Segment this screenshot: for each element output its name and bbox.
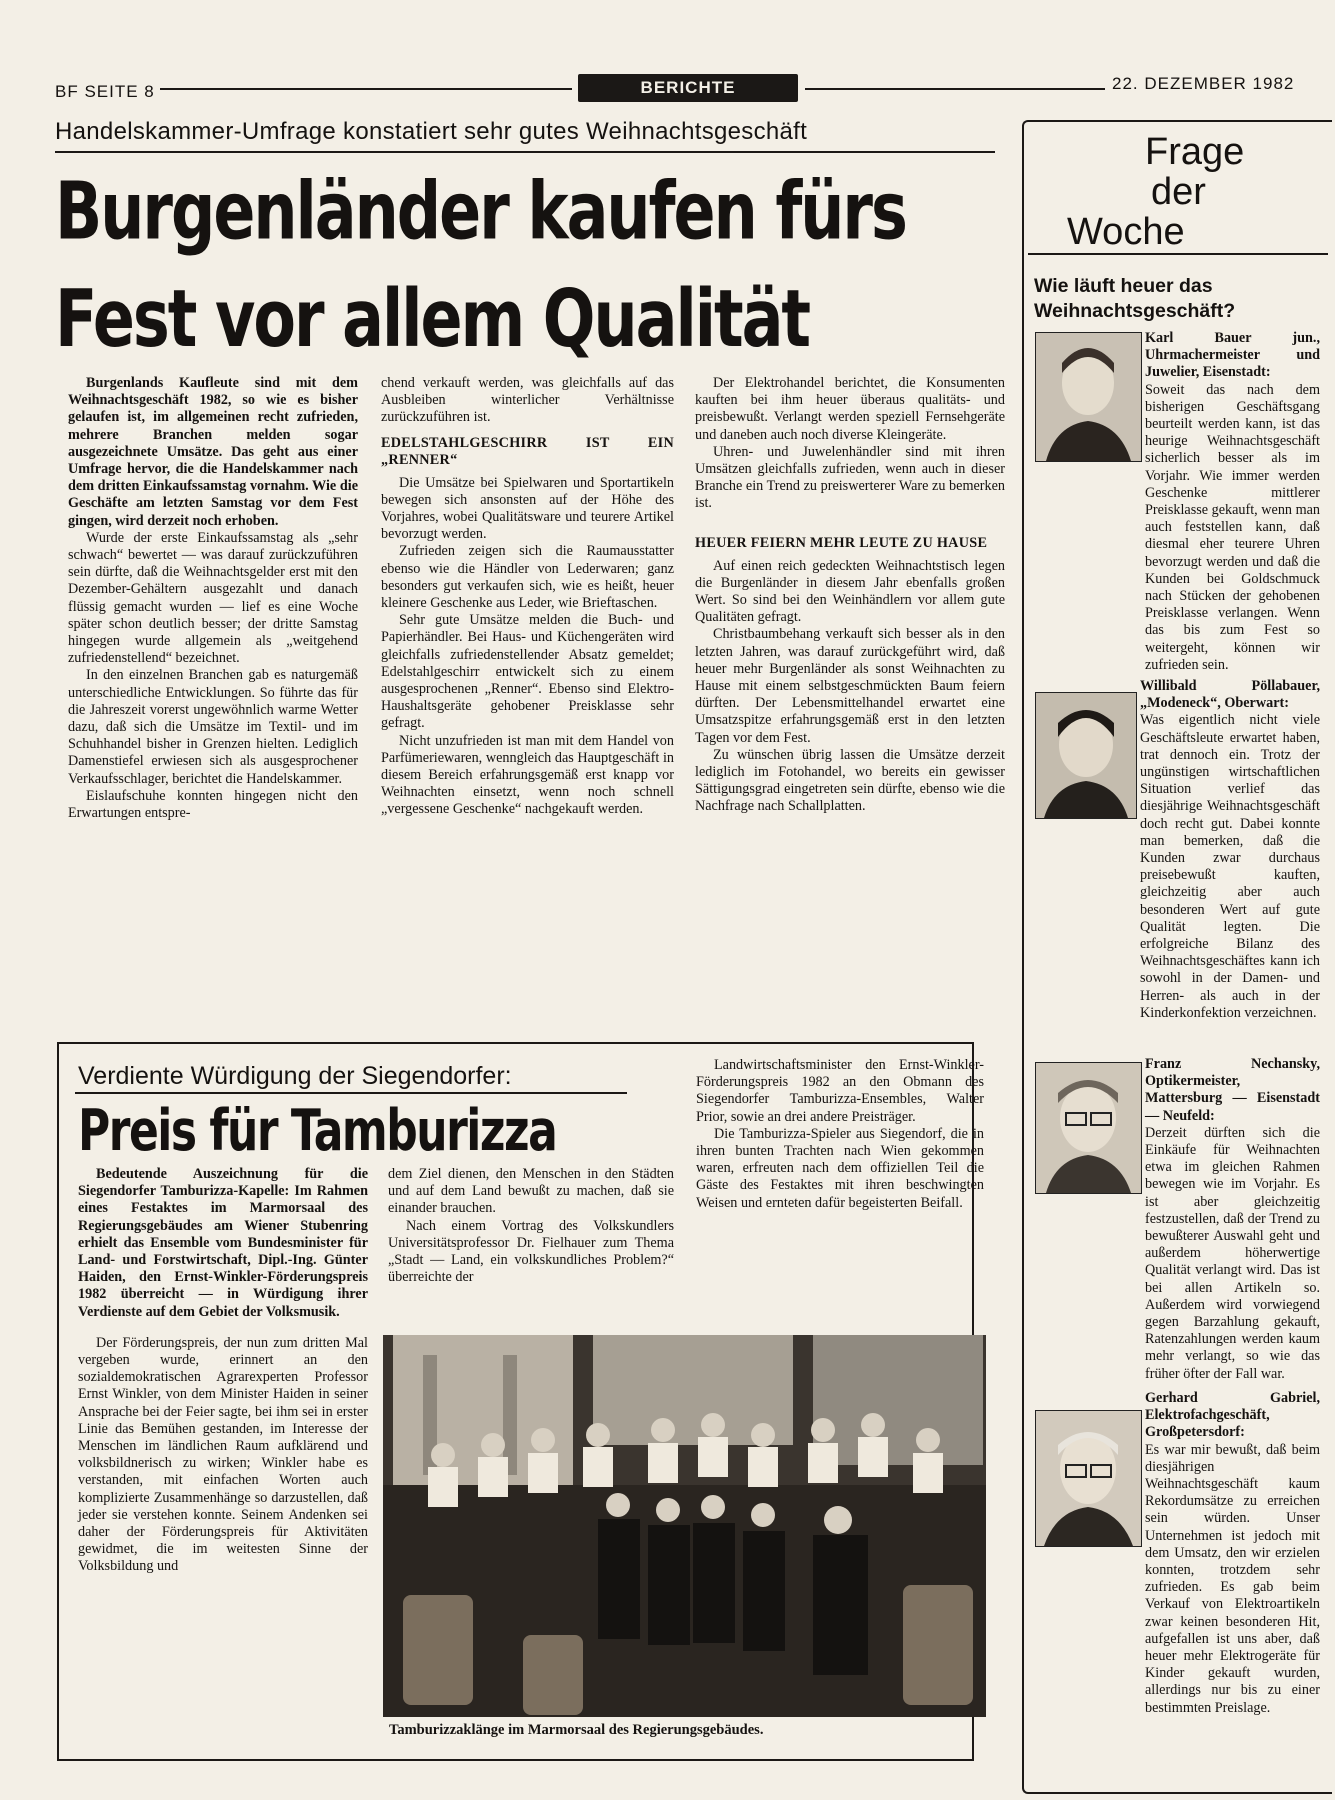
main-column-1: [68, 375, 358, 822]
sidebar-question: Wie läuft heuer das Weihnachtsgeschäft?: [1034, 275, 1236, 322]
answer-2: [1035, 678, 1320, 1022]
answer-4: [1035, 1390, 1320, 1717]
sidebar-title-line-1: Frage: [1145, 131, 1245, 173]
main-column-2: [381, 375, 674, 819]
paragraph: Eislaufschuhe konnten hingegen nicht den Erwartungen entspre-: [68, 787, 358, 822]
paragraph: Wurde der erste Einkaufssamstag als „sehr schwach“ bewertet — was darauf zurückzuführen sein dürfte, daß die Weihnachtsgelder erst mit den Dezember-Gehältern ausgezahlt und danach flüssig gemacht wurden — lief es eine Woche später schon deutlich besser; der dritte Samstag hingegen wurde allgemein als „weitgehend zufriedenstellend“ bezeichnet.: [68, 529, 358, 667]
paragraph: Sehr gute Umsätze melden die Buch- und Papierhändler. Bei Haus- und Küchengeräten wird gleichfalls zufriedenstellender Absatz gemeldet; Edelstahlgeschirr entwickelt sich zu einem ausgesprochenen „Renner“. Ebenso sind Elektro-Haushaltsgeräte gehobener Preisklasse sehr gefragt.: [381, 612, 674, 732]
second-kicker: Verdiente Würdigung der Siegendorfer:: [78, 1062, 512, 1090]
paragraph: Uhren- und Juwelenhändler sind mit ihren Umsätzen gleichfalls zufrieden, wenn auch in dieser Branche ein Trend zu preiswerterer Ware zu bemerken ist.: [695, 443, 1005, 512]
second-lead: Bedeutende Auszeichnung für die Siegendorfer Tamburizza-Kapelle: Im Rahmen eines Festaktes im Marmorsaal des Regierungsgebäudes am Wiener Stubenring erhielt das Ensemble vom Bundesminister für Land- und Forstwirtschaft, Dipl.-Ing. Günter Haiden, den Ernst-Winkler-Förderungspreis 1982 überreicht — in Würdigung ihrer Verdienste auf dem Gebiet der Volksmusik.: [78, 1166, 368, 1320]
paragraph: dem Ziel dienen, den Menschen in den Städten und auf dem Land bewußt zu machen, daß sie einander brauchen.: [388, 1166, 674, 1217]
paragraph: chend verkauft werden, was gleichfalls auf das Ausbleiben winterlicher Verhältnisse zurückzuführen ist.: [381, 375, 674, 426]
photo-caption: Tamburizzaklänge im Marmorsaal des Regierungsgebäudes.: [389, 1722, 764, 1738]
subheading: EDELSTAHLGESCHIRR IST EIN „RENNER“: [381, 434, 674, 468]
paragraph: Der Elektrohandel berichtet, die Konsumenten kauften bei ihm heuer überaus qualitäts- und preisbewußt. Verlangt werden speziell Fernsehgeräte und daneben auch noch diverse Kleingeräte.: [695, 375, 1005, 443]
ensemble-photo: [383, 1335, 986, 1717]
kicker-rule: [55, 151, 995, 153]
paragraph: Christbaumbehang verkauft sich besser als in den letzten Jahren, was darauf zurückgeführt wird, daß heuer mehr Burgenländer als sonst Weihnachten zu Hause mit einem selbstgeschmückten Baum feiern dürften. Der Lebensmittelhandel erwartet eine Umsatzspitze erfahrungsgemäß erst in den letzten Tagen vor dem Fest.: [695, 626, 1005, 746]
issue-date: 22. DEZEMBER 1982: [1112, 74, 1295, 93]
answer-4-name: Gerhard Gabriel, Elektrofachgeschäft, Großpetersdorf:: [1145, 1390, 1320, 1441]
answer-4-text: Es war mir bewußt, daß beim diesjährigen Weihnachtsgeschäft kaum Rekordumsätze zu erreichen sein würden. Unser Unternehmen ist jedoch mit dem Umsatz, den wir erzielen konnten, trotzdem sehr zufrieden. Es gab beim Verkauf von Elektroartikeln zwar keinen besonderen Hit, aufgefallen ist uns aber, daß heuer mehr Elektrogeräte für Kinder gekauft wurden, allerdings nur bis zu einer bestimmten Preislage.: [1145, 1441, 1320, 1716]
main-lead: Burgenlands Kaufleute sind mit dem Weihnachtsgeschäft 1982, so wie es bisher gelaufen ist, im allgemeinen recht zufrieden, mehrere Branchen melden sogar ausgezeichnete Umsätze. Das geht aus einer Umfrage hervor, die die Handelskammer nach dem dritten Einkaufssamstag vornahm. Wie die Geschäfte am letzten Samstag vor dem Fest gingen, wird derzeit noch erhoben.: [68, 375, 358, 529]
answer-3-text: Derzeit dürften sich die Einkäufe für Weihnachten etwa im gleichen Rahmen bewegen wie im Vorjahr. Es ist aber gleichzeitig festzustellen, daß der Trend zu bewußterer Auswahl geht und außerdem höherwertige Qualität verlangt wird. Das ist bei allen Artikeln so. Außerdem wird vorwiegend gegen Barzahlung gekauft, Ratenzahlungen werden kaum mehr verlangt, so wie das früher öfter der Fall war.: [1145, 1124, 1320, 1382]
main-headline: [55, 158, 1000, 373]
paragraph: Nach einem Vortrag des Volkskundlers Universitätsprofessor Dr. Fielhauer zum Thema „Stadt — Land, ein volkskundliches Problem?“ überreichte der: [388, 1217, 674, 1286]
paragraph: Auf einen reich gedeckten Weihnachtstisch legen die Burgenländer in diesem Jahr ebenfalls großen Wert. So sind bei den Weinhändlern vor allem gute Qualitäten gefragt.: [695, 557, 1005, 626]
paragraph: Landwirtschaftsminister den Ernst-Winkler-Förderungspreis 1982 an den Obmann des Siegendorfer Tamburizza-Ensembles, Walter Prior, sowie an drei andere Preisträger.: [696, 1057, 984, 1125]
paragraph: Nicht unzufrieden ist man mit dem Handel von Parfümeriewaren, wenngleich das Hauptgeschäft in diesem Bereich erfahrungsgemäß erst knapp vor Weihnachten einsetzt, wenn noch schnell „vergessene Geschenke“ nachgekauft werden.: [381, 732, 674, 818]
sidebar-title-rule: [1028, 253, 1328, 255]
subheading: HEUER FEIERN MEHR LEUTE ZU HAUSE: [695, 534, 988, 551]
answer-1-text: Soweit das nach dem bisherigen Geschäftsgang beurteilt werden kann, ist das heurige Weihnachtsgeschäft sicherlich besser als im Vorjahr. Wie immer werden Geschenke mittlerer Preisklasse gekauft, wenn man auch feststellen kann, daß diesmal eher teurere Uhren bevorzugt werden und daß die Kunden bei Goldschmuck nach Stücken der gehobenen Preisklasse verlangen. Wenn das bis zum Fest so weitergeht, können wir zufrieden sein.: [1145, 381, 1320, 673]
paragraph: Der Förderungspreis, der nun zum dritten Mal vergeben wurde, erinnert an den sozialdemokratischen Agrarexperten Professor Ernst Winkler, von dem Minister Haiden in seiner Ansprache bei der Feier sagte, bei ihm sei in erster Linie das Bemühen gestanden, im Interesse der Menschen im ländlichen Raum aufklärend und volksbildnerisch zu wirken; Winkler habe es verstanden, mit einfachen Worten auch komplizierte Zusammenhänge so darzustellen, daß jeder sie verstehen konnte. Seinem Andenken sei daher der Förderungspreis für Aktivitäten gewidmet, die im weitesten Sinne der Volksbildung und: [78, 1334, 368, 1575]
page-number: BF SEITE 8: [55, 82, 155, 101]
second-headline: Preis für Tamburizza: [78, 1098, 557, 1165]
answer-1-name: Karl Bauer jun., Uhrmachermeister und Juwelier, Eisenstadt:: [1145, 330, 1320, 381]
answer-2-name: Willibald Pöllabauer, „Modeneck“, Oberwart:: [1140, 678, 1320, 712]
paragraph: Zu wünschen übrig lassen die Umsätze derzeit lediglich im Fotohandel, wo bereits ein gewisser Sättigungsgrad eingetreten sein dürfte, ebenso wie die Nachfrage nach Schallplatten.: [695, 746, 1005, 815]
second-column-1: [78, 1166, 368, 1576]
second-kicker-rule: [75, 1092, 627, 1094]
paragraph: Zufrieden zeigen sich die Raumausstatter ebenso wie die Händler von Lederwaren; ganz besonders gut verkaufen sich, wie es heißt, heuer kleinere Geschenke aus Leder, wie Brieftaschen.: [381, 543, 674, 612]
sidebar-title-line-3: Woche: [1067, 211, 1185, 253]
answer-2-text: Was eigentlich nicht viele Geschäftsleute erwartet haben, trat dennoch ein. Trotz der ungünstigen wirtschaftlichen Situation verlief das diesjährige Weihnachtsgeschäft doch recht gut. Dabei konnte man bemerken, daß die Kunden zwar durchaus preisebewußt kauften, gleichzeitig aber auch besonderen Wert auf gute Qualität legten. Die erfolgreiche Bilanz des Weihnachtsgeschäftes kann ich sowohl in der Damen- und Herren- als auch in der Kinderkonfektion verzeichnen.: [1140, 712, 1320, 1021]
photo-illustration: [383, 1335, 986, 1717]
main-kicker: Handelskammer-Umfrage konstatiert sehr gutes Weihnachtsgeschäft: [55, 118, 808, 145]
answer-3: [1035, 1056, 1320, 1383]
answer-1: [1035, 330, 1320, 674]
paragraph: Die Tamburizza-Spieler aus Siegendorf, die in ihren bunten Trachten nach Wien gekommen waren, erfreuten nach dem offiziellen Teil die Gäste des Festaktes mit ihren beschwingten Weisen und ernteten dafür begeisterten Beifall.: [696, 1125, 984, 1211]
paragraph: Die Umsätze bei Spielwaren und Sportartikeln bewegen sich ansonsten auf der Höhe des Vorjahres, wobei Qualitätsware und teurere Artikel bevorzugt werden.: [381, 474, 674, 543]
headline-line-1: Burgenländer kaufen fürs: [55, 164, 906, 258]
sidebar-title: [1065, 132, 1244, 252]
second-column-2: [388, 1166, 674, 1286]
main-column-3: [695, 375, 1005, 816]
answer-3-name: Franz Nechansky, Optikermeister, Mattersburg — Eisenstadt — Neufeld:: [1145, 1056, 1320, 1124]
section-label: BERICHTE: [578, 74, 798, 102]
sidebar-title-line-2: der: [1151, 171, 1206, 213]
paragraph: In den einzelnen Branchen gab es naturgemäß unterschiedliche Entwicklungen. So führte das für die Jahreszeit vorerst ungewöhnlich warme Wetter dazu, daß sich die Umsätze im Textil- und im Schuhhandel bisher in Grenzen hielten. Lediglich Damenstiefel erwiesen sich als ausgesprochener Verkaufsschlager, berichtet die Handelskammer.: [68, 667, 358, 787]
second-column-3: [696, 1057, 984, 1212]
header-rule-right: [805, 88, 1105, 90]
headline-line-2: Fest vor allem Qualität: [55, 271, 810, 366]
header-rule-left: [160, 88, 572, 90]
